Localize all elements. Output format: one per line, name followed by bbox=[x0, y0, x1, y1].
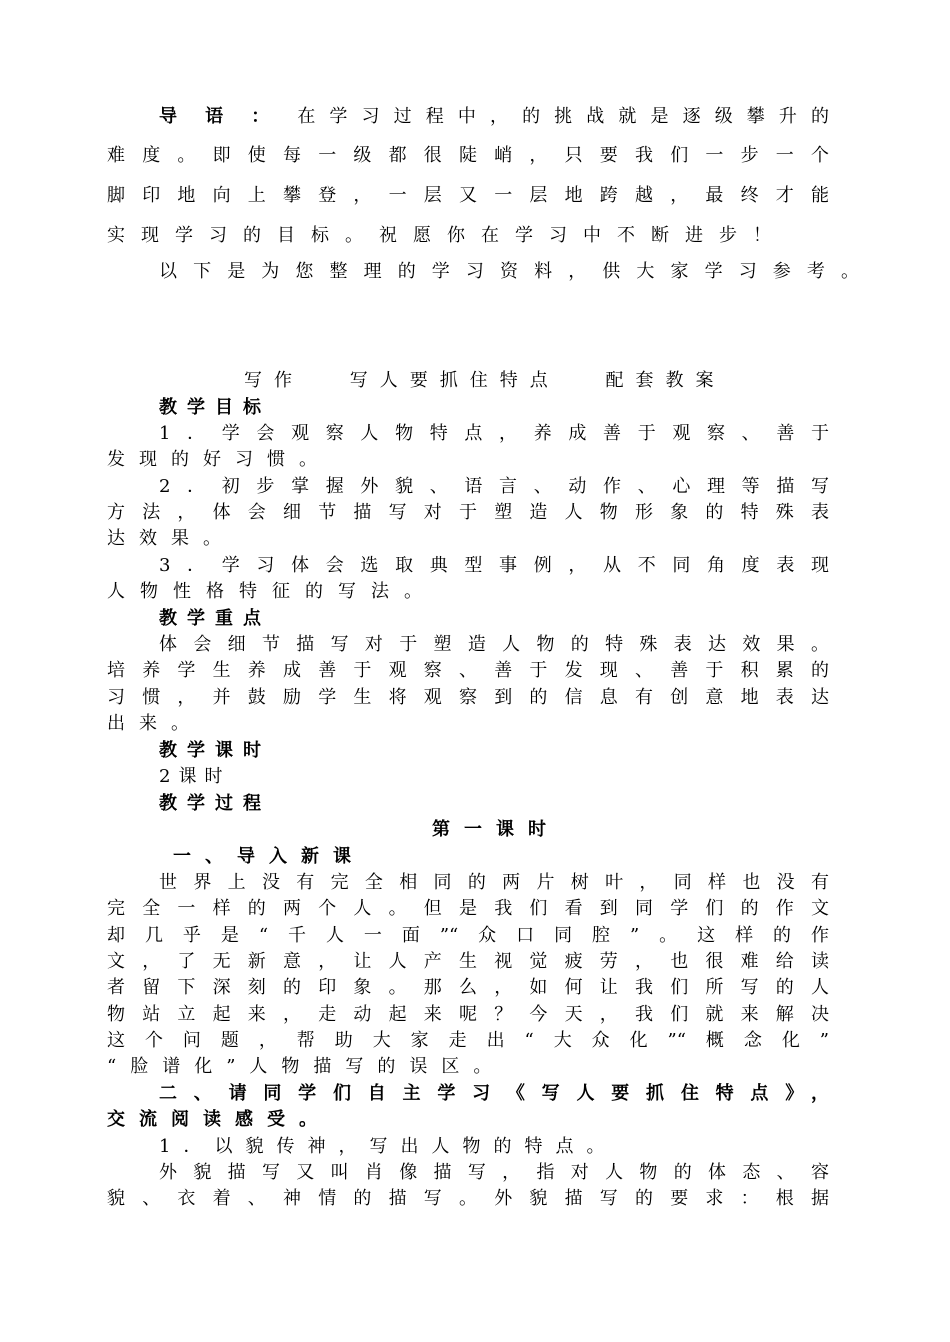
goal-3-line-1: 3．学习体会选取典型事例，从不同角度表现 bbox=[159, 555, 829, 576]
intro-line-4: 实现学习的目标。祝愿你在学习中不断进步！ bbox=[107, 225, 787, 246]
goal-2-line-3: 达效果。 bbox=[107, 528, 235, 549]
sec1-line-6: 物站立起来，走动起来呢？今天，我们就来解决 bbox=[107, 1004, 829, 1025]
section-1-title: 一、导入新课 bbox=[173, 846, 365, 867]
focus-line-1: 体会细节描写对于塑造人物的特殊表达效果。 bbox=[159, 634, 829, 655]
focus-line-3: 习惯，并鼓励学生将观察到的信息有创意地表达 bbox=[107, 687, 829, 708]
hours-heading: 教学课时 bbox=[159, 740, 271, 761]
goal-1-line-2: 发现的好习惯。 bbox=[107, 449, 331, 470]
sec1-line-3: 却几乎是“千人一面”“众口同腔”。这样的作 bbox=[107, 925, 829, 946]
sec1-line-2: 完全一样的两个人。但是我们看到同学们的作文 bbox=[107, 898, 829, 919]
goal-2-line-2: 方法，体会细节描写对于塑造人物形象的特殊表 bbox=[107, 502, 829, 523]
goal-2-line-1: 2．初步掌握外貌、语言、动作、心理等描写 bbox=[159, 476, 829, 497]
sec1-line-1: 世界上没有完全相同的两片树叶，同样也没有 bbox=[159, 872, 829, 893]
sec1-line-8: “脸谱化”人物描写的误区。 bbox=[107, 1056, 506, 1077]
intro-label: 导语： bbox=[159, 106, 298, 127]
intro-line-1 bbox=[159, 105, 829, 129]
goals-heading: 教学目标 bbox=[159, 397, 271, 418]
sub1-line-1: 外貌描写又叫肖像描写，指对人物的体态、容 bbox=[159, 1162, 829, 1183]
goal-1-line-1: 1．学会观察人物特点，养成善于观察、善于 bbox=[159, 423, 829, 444]
process-heading: 教学过程 bbox=[159, 793, 271, 814]
intro-line-2: 难度。即使每一级都很陡峭，只要我们一步一个 bbox=[107, 145, 829, 166]
focus-line-4: 出来。 bbox=[107, 713, 203, 734]
intro-line-3: 脚印地向上攀登，一层又一层地跨越，最终才能 bbox=[107, 185, 829, 206]
lesson-1-title: 第一课时 bbox=[432, 819, 560, 840]
sub1-line-2: 貌、衣着、神情的描写。外貌描写的要求：根据 bbox=[107, 1188, 829, 1209]
subsection-1-title: 1．以貌传神，写出人物的特点。 bbox=[159, 1136, 618, 1157]
doc-title bbox=[244, 369, 725, 393]
section-2-title-line-1: 二、请同学们自主学习《写人要抓住特点》， bbox=[159, 1083, 829, 1104]
sec1-line-4: 文，了无新意，让人产生视觉疲劳，也很难给读 bbox=[107, 951, 829, 972]
intro-text-1: 在学习过程中，的挑战就是逐级攀升的 bbox=[297, 106, 830, 127]
intro-note: 以下是为您整理的学习资料，供大家学习参考。 bbox=[159, 261, 859, 282]
title-part-2: 写人要抓住特点 bbox=[349, 370, 560, 391]
focus-heading: 教学重点 bbox=[159, 608, 271, 629]
focus-line-2: 培养学生养成善于观察、善于发现、善于积累的 bbox=[107, 660, 829, 681]
hours-value: 2课时 bbox=[159, 766, 231, 787]
title-part-1: 写作 bbox=[244, 370, 304, 391]
sec1-line-5: 者留下深刻的印象。那么，如何让我们所写的人 bbox=[107, 977, 829, 998]
goal-3-line-2: 人物性格特征的写法。 bbox=[107, 581, 437, 602]
sec1-line-7: 这个问题，帮助大家走出“大众化”“概念化” bbox=[107, 1030, 829, 1051]
section-2-title-line-2: 交流阅读感受。 bbox=[107, 1109, 331, 1130]
title-part-3: 配套教案 bbox=[605, 370, 726, 391]
